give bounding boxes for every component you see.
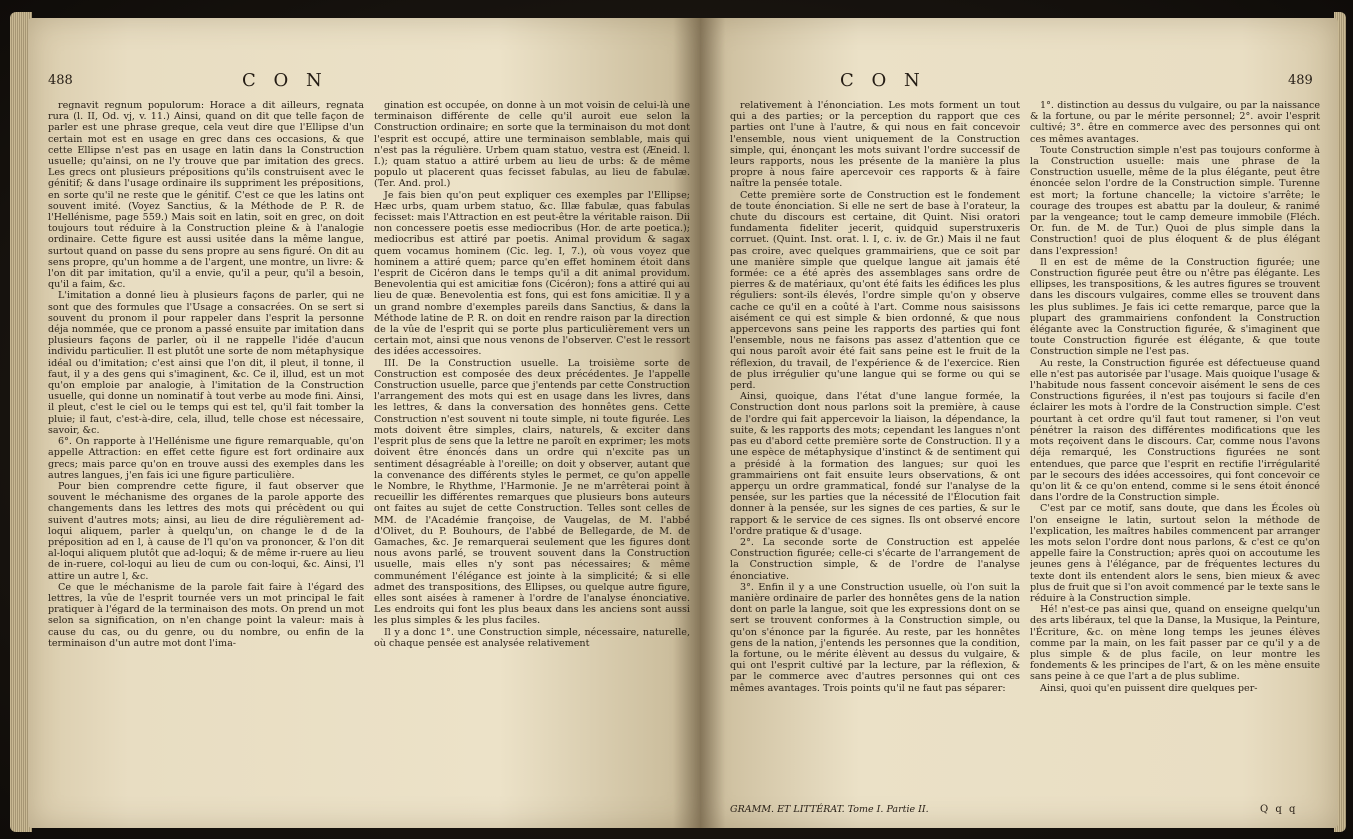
paragraph: Toute Construction simple n'est pas toujours conforme à la Construction usuelle: mais une phrase de la Construction usuelle, même de la plus élégante, peut être énoncée selon l'ordre de la Construction simple. Turenne est mort; la fortune chancelle; la victoire s'arrête; le courage des troupes est abattu par la douleur, & ranimé par la vengeance; tout le camp demeure immobile (Fléch. Or. fun. de M. de Tur.) Quoi de plus simple dans la Construction! quoi de plus éloquent & de plus élégant dans l'expression! <box>1030 144 1320 257</box>
right-column-1 <box>730 100 1020 800</box>
paragraph: gination est occupée, on donne à un mot voisin de celui-là une terminaison différente de celle qu'il auroit eue selon la Construction ordinaire; en sorte que la terminaison du mot dont l'esprit est occupé, attire une terminaison semblable, mais qui n'est pas la régulière. Urbem quam statuo, vestra est (Æneid. l. I.); quam statuo a attiré urbem au lieu de urbs: & de même populo ut placerent quas fecisset fabulas, au lieu de fabulæ. (Ter. And. prol.) <box>374 100 690 190</box>
right-running-head: C O N <box>840 70 926 91</box>
paragraph: Ainsi, quoique, dans l'état d'une langue formée, la Construction dont nous parlons soit la première, à cause de l'ordre qui fait appercevoir la liaison, la dépendance, la suite, & les rapports des mots; cependant les langues n'ont pas eu d'abord cette première sorte de Construction. Il y a une espèce de métaphysique d'instinct & de sentiment qui a présidé à la formation des langues; sur quoi les grammairiens ont fait ensuite leurs observations, & ont apperçu un ordre grammatical, fondé sur l'analyse de la pensée, sur les parties que la nécessité de l'Élocution fait donner à la pensée, sur les signes de ces parties, & sur le rapport & le service de ces signes. Ils ont observé encore l'ordre pratique & d'usage. <box>730 391 1020 537</box>
left-running-head: C O N <box>242 70 328 91</box>
left-column-2 <box>374 100 690 800</box>
left-page <box>28 18 700 828</box>
paragraph: relativement à l'énonciation. Les mots forment un tout qui a des parties; or la perception du rapport que ces parties ont l'une à l'autre, & qui nous en fait concevoir l'ensemble, nous vient uniquement de la Construction simple, qui, énonçant les mots suivant l'ordre successif de leurs rapports, nous les présente de la manière la plus propre à nous faire apercevoir ces rapports & à faire naître la pensée totale. <box>730 100 1020 190</box>
paragraph: Il en est de même de la Construction figurée; une Construction figurée peut être ou n'être pas élégante. Les ellipses, les transpositions, & les autres figures se trouvent dans les discours vulgaires, comme elles se trouvent dans les plus sublimes. Je fais ici cette remarque, parce que la plupart des grammairiens confondent la Construction élégante avec la Construction figurée, & s'imaginent que toute Construction figurée est élégante, & que toute Construction simple ne l'est pas. <box>1030 256 1320 358</box>
paragraph: 6°. On rapporte à l'Hellénisme une figure remarquable, qu'on appelle Attraction: en effet cette figure est fort ordinaire aux grecs; mais parce qu'on en trouve aussi des exemples dans les autres langues, j'en fais ici une figure particulière. <box>48 436 364 481</box>
paragraph: Cette première sorte de Construction est le fondement de toute énonciation. Si elle ne sert de base à l'orateur, la chute du discours est certaine, dit Quint. Nisi oratori fundamenta fideliter jecerit, quidquid superstruxeris corruet. (Quint. Inst. orat. l. I, c. iv. de Gr.) Mais il ne faut pas croire, avec quelques grammairiens, que ce soit par une manière simple que quelque langue ait jamais été formée: ce a été après des assemblages sans ordre de pierres & de matériaux, qu'ont été faits les édifices les plus réguliers: sont-ils élevés, l'ordre simple qu'on y observe cache ce qu'il en a coûté à l'art. Comme nous saisissons aisément ce qui est simple & bien ordonné, & que nous appercevons sans peine les rapports des parties qui font l'ensemble, nous ne faisons pas assez d'attention que ce qui nous paroît avoir été fait sans peine est le fruit de la réflexion, du travail, de l'expérience & de l'exercice. Rien de plus irrégulier qu'une langue qui se forme ou qui se perd. <box>730 189 1020 392</box>
paragraph: 1°. distinction au dessus du vulgaire, ou par la naissance & la fortune, ou par le mérite personnel; 2°. avoir l'esprit cultivé; 3°. être en commerce avec des personnes qui ont ces mêmes avantages. <box>1030 100 1320 145</box>
left-column-1 <box>48 100 364 800</box>
right-page-number: 489 <box>1288 73 1313 88</box>
paragraph: Au reste, la Construction figurée est défectueuse quand elle n'est pas autorisée par l'usage. Mais quoique l'usage & l'habitude nous fassent concevoir aisément le sens de ces Constructions figurées, il n'est pas toujours si facile d'en éclairer les mots à l'ordre de la Construction simple. C'est pourtant à cet ordre qu'il faut tout ramener, si l'on veut pénétrer la raison des différentes modifications que les mots reçoivent dans le discours. Car, comme nous l'avons déja remarqué, les Constructions figurées ne sont entendues, que parce que l'esprit en rectifie l'irrégularité par le secours des idées accessoires, qui font concevoir ce qu'on lit & ce qu'on entend, comme si le sens étoit énoncé dans l'ordre de la Construction simple. <box>1030 357 1320 504</box>
footer-note: GRAMM. ET LITTÉRAT. Tome I. Partie II. <box>730 804 929 815</box>
right-column-2 <box>1030 100 1320 800</box>
paragraph: regnavit regnum populorum: Horace a dit ailleurs, regnata rura (l. II, Od. vj, v. 11.) Ainsi, quand on dit que telle façon de parler est une phrase greque, cela veut dire que l'Ellipse d'un certain mot est en usage en grec dans ces occasions, & que cette Ellipse n'est pas en usage en latin dans la Construction usuelle; qu'ainsi, on ne l'y trouve que par imitation des grecs. Les grecs ont plusieurs prépositions qu'ils construisent avec le génitif; & dans l'usage ordinaire ils suppriment les prépositions, en sorte qu'il ne reste que le génitif. C'est ce que les latins ont souvent imité. (Voyez Sanctius, & la Méthode de P. R. de l'Hellénisme, page 559.) Mais soit en latin, soit en grec, on doit toujours tout réduire à la Construction pleine & à l'analogie ordinaire. Cette figure est aussi usitée dans la même langue, surtout quand on passe du sens propre au sens figuré. On dit au sens propre, qu'un homme a de l'argent, une montre, un livre: & l'on dit par imitation, qu'il a envie, qu'il a peur, qu'il a besoin, qu'il a faim, &c. <box>48 100 364 291</box>
right-page <box>700 18 1338 828</box>
right-header <box>700 70 1338 94</box>
left-header <box>28 70 700 94</box>
paragraph: Je fais bien qu'on peut expliquer ces exemples par l'Ellipse; Hæc urbs, quam urbem statuo, &c. Illæ fabulæ, quas fabulas fecisset: mais l'Attraction en est peut-être la véritable raison. Dii non concessere poetis esse mediocribus (Hor. de arte poetica.); mediocribus est attiré par poetis. Animal providum & sagax quem vocamus hominem (Cic. leg. I, 7.), où vous voyez que hominem a attiré quem; parce qu'en effet hominem étoit dans l'esprit de Cicéron dans le temps qu'il a dit animal providum. Benevolentia qui est amicitiæ fons (Cicéron); fons a attiré qui au lieu de quæ. Benevolentia est fons, qui est fons amicitiæ. Il y a un grand nombre d'exemples pareils dans Sanctius, & dans la Méthode latine de P. R. on doit en rendre raison par la direction de la vûe de l'esprit qui se porte plus particulièrement vers un certain mot, ainsi que nous venons de l'observer. C'est le ressort des idées accessoires. <box>374 189 690 358</box>
paragraph: Hé! n'est-ce pas ainsi que, quand on enseigne quelqu'un des arts libéraux, tel que la Danse, la Musique, la Peinture, l'Écriture, &c. on mène long temps les jeunes élèves comme par la main, on les fait passer par ce qu'il y a de plus simple & de plus facile, on leur montre les fondements & les principes de l'art, & on les mène ensuite sans peine à ce que l'art a de plus sublime. <box>1030 604 1320 683</box>
paragraph: 3°. Enfin il y a une Construction usuelle, où l'on suit la manière ordinaire de parler des honnêtes gens de la nation dont on parle la langue, soit que les expressions dont on se sert se trouvent conformes à la Construction simple, ou qu'on s'énonce par la figurée. Au reste, par les honnêtes gens de la nation, j'entends les personnes que la condition, la fortune, ou le mérite élèvent au dessus du vulgaire, & qui ont l'esprit cultivé par la lecture, par la réflexion, & par le commerce avec d'autres personnes qui ont ces mêmes avantages. Trois points qu'il ne faut pas séparer: <box>730 581 1020 694</box>
paragraph: Ce que le méchanisme de la parole fait faire à l'égard des lettres, la vûe de l'esprit tournée vers un mot principal le fait pratiquer à l'égard de la terminaison des mots. On prend un mot selon sa signification, on n'en change point la valeur: mais à cause du cas, ou du genre, ou du nombre, ou enfin de la terminaison d'un autre mot dont l'ima- <box>48 581 364 649</box>
paragraph: L'imitation a donné lieu à plusieurs façons de parler, qui ne sont que des formules que l'Usage a consacrées. On se sert si souvent du pronom il pour rappeler dans l'esprit la personne déja nommée, que ce pronom a passé ensuite par imitation dans plusieurs façons de parler, où il ne rappelle l'idée d'aucun individu particulier. Il est plutôt une sorte de nom métaphysique idéal ou d'imitation; c'est ainsi que l'on dit, il pleut, il tonne, il faut, il y a des gens qui s'imaginent, &c. Ce il, illud, est un mot qu'on emploie par analogie, à l'imitation de la Construction usuelle, qui donne un nominatif à tout verbe au mode fini. Ainsi, il pleut, c'est le ciel ou le temps qui est tel, qu'il fait tomber la pluie; il faut, c'est-à-dire, cela, illud, telle chose est nécessaire, savoir, &c. <box>48 290 364 436</box>
signature-mark: Q q q <box>1260 804 1298 815</box>
paragraph: Il y a donc 1°. une Construction simple, nécessaire, naturelle, où chaque pensée est analysée relativement <box>374 626 690 649</box>
paragraph: Pour bien comprendre cette figure, il faut observer que souvent le méchanisme des organes de la parole apporte des changements dans les lettres des mots qui précèdent ou qui suivent d'autres mots; ainsi, au lieu de dire régulièrement ad-loqui aliquem, parler à quelqu'un, on change le d de la préposition ad en l, à cause de l'l qu'on va prononcer, & l'on dit al-loqui aliquem plutôt que ad-loqui; & de même ir-ruere au lieu de in-ruere, col-loqui au lieu de cum ou con-loqui, &c. Ainsi, l'l attire un autre l, &c. <box>48 480 364 582</box>
paragraph: 2°. La seconde sorte de Construction est appelée Construction figurée; celle-ci s'écarte de l'arrangement de la Construction simple, & de l'ordre de l'analyse énonciative. <box>730 536 1020 582</box>
paragraph: Ainsi, quoi qu'en puissent dire quelques per- <box>1040 682 1258 694</box>
left-page-number: 488 <box>48 73 73 88</box>
paragraph: C'est par ce motif, sans doute, que dans les Écoles où l'on enseigne le latin, surtout selon la méthode de l'explication, les maîtres habiles commencent par arranger les mots selon l'ordre dont nous parlons, & c'est ce qu'on appelle faire la Construction; après quoi on accoutume les jeunes gens à l'élégance, par de fréquentes lectures du texte dont ils entendent alors le sens, bien mieux & avec plus de fruit que si l'on avoit commencé par le texte sans le réduire à la Construction simple. <box>1030 503 1320 604</box>
paragraph: III. De la Construction usuelle. La troisième sorte de Construction est composée des deux précédentes. Je l'appelle Construction usuelle, parce que j'entends par cette Construction l'arrangement des mots qui est en usage dans les livres, dans les lettres, & dans la conversation des honnêtes gens. Cette Construction n'est souvent ni toute simple, ni toute figurée. Les mots doivent être simples, clairs, naturels, & exciter dans l'esprit plus de sens que la lettre ne paroît en exprimer; les mots doivent être énoncés dans un ordre qui n'excite pas un sentiment désagréable à l'oreille; on doit y observer, autant que la convenance des différents styles le permet, ce qu'on appelle le Nombre, le Rhythme, l'Harmonie. Je ne m'arrêterai point à recueillir les différentes remarques que plusieurs bons auteurs ont faites au sujet de cette Construction. Telles sont celles de MM. de l'Académie françoise, de Vaugelas, de M. l'abbé d'Olivet, du P. Bouhours, de l'abbé de Bellegarde, de M. de Gamaches, &c. Je remarquerai seulement que les figures dont nous avons parlé, se trouvent souvent dans la Construction usuelle, mais elles n'y sont pas nécessaires; & même communément l'élégance est jointe à la simplicité; & si elle admet des transpositions, des Ellipses, ou quelque autre figure, elles sont aisées à ramener à l'ordre de l'analyse énonciative. Les endroits qui font les plus beaux dans les anciens sont aussi les plus simples & les plus faciles. <box>374 357 690 627</box>
